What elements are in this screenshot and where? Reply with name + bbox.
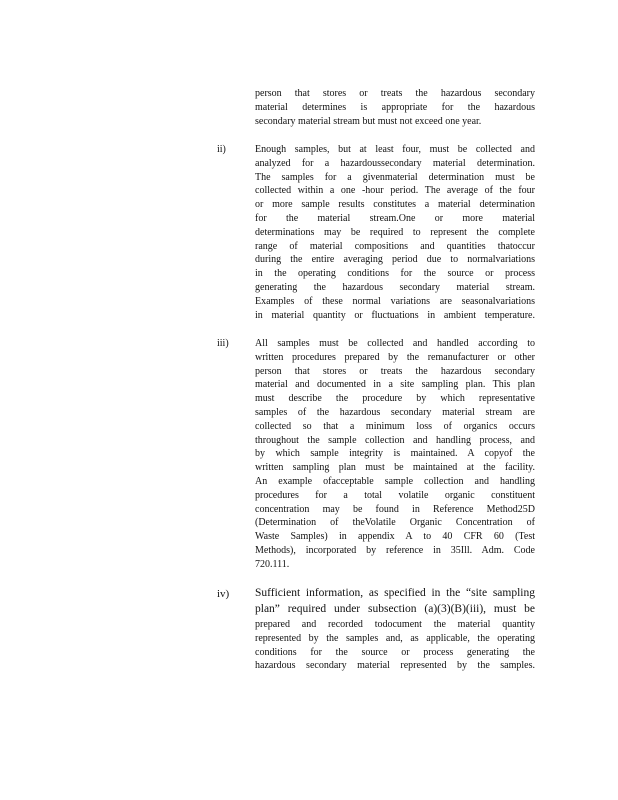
text-line: represented by the samples and, as applicable, the operating xyxy=(255,632,535,644)
text-line: samples of the hazardous secondary material stream are xyxy=(255,406,535,418)
text-line: Methods), incorporated by reference in 35Ill. Adm. Code xyxy=(255,544,535,556)
item-paragraph xyxy=(255,143,535,322)
text-line: An example ofacceptable sample collection and handling xyxy=(255,475,535,487)
text-line: written procedures prepared by the remanufacturer or other xyxy=(255,351,535,363)
text-line: generating the hazardous secondary material stream. xyxy=(255,281,535,293)
item-paragraph-large xyxy=(255,585,535,617)
text-line: All samples must be collected and handled according to xyxy=(255,338,535,349)
item-number: iii) xyxy=(217,338,229,349)
text-line: person that stores or treats the hazardous secondary xyxy=(255,88,535,99)
item-paragraph xyxy=(255,337,535,572)
item-number: iv) xyxy=(217,588,230,600)
text-line: secondary material stream but must not exceed one year. xyxy=(255,115,482,127)
text-line: prepared and recorded todocument the material quantity xyxy=(255,619,535,630)
text-line: Enough samples, but at least four, must be collected and xyxy=(255,144,535,155)
text-line: concentration may be found in Reference Method25D xyxy=(255,503,535,515)
item-paragraph xyxy=(255,618,535,673)
text-line: hazardous secondary material represented by the samples. xyxy=(255,660,535,672)
text-line: by which sample integrity is maintained. A copyof the xyxy=(255,448,535,460)
text-line: in the operating conditions for the source or process xyxy=(255,268,535,280)
text-line: Sufficient information, as specified in the “site sampling xyxy=(255,587,535,599)
text-line: during the entire averaging period due to normalvariations xyxy=(255,254,535,266)
text-line: throughout the sample collection and handling process, and xyxy=(255,434,535,446)
text-line: collected so that a minimum loss of organics occurs xyxy=(255,420,535,432)
text-line: for the material stream.One or more material xyxy=(255,212,535,224)
text-line: The samples for a givenmaterial determination must be xyxy=(255,171,535,183)
text-line: conditions for the source or process generating the xyxy=(255,646,535,658)
text-line: must describe the procedure by which representative xyxy=(255,393,535,405)
text-line: procedures for a total volatile organic constituent xyxy=(255,489,535,501)
text-line: material determines is appropriate for the hazardous xyxy=(255,101,535,113)
text-line: Examples of these normal variations are seasonalvariations xyxy=(255,295,535,307)
text-line: written sampling plan must be maintained at the facility. xyxy=(255,462,535,474)
text-line: Waste Samples) in appendix A to 40 CFR 60 (Test xyxy=(255,531,535,543)
text-line: material and documented in a site sampling plan. This plan xyxy=(255,379,535,391)
text-line: analyzed for a hazardoussecondary material determination. xyxy=(255,157,535,169)
text-line: collected within a one -hour period. The average of the four xyxy=(255,185,535,197)
text-line: person that stores or treats the hazardous secondary xyxy=(255,365,535,377)
text-line: in material quantity or fluctuations in ambient temperature. xyxy=(255,309,535,321)
text-line: (Determination of theVolatile Organic Concentration of xyxy=(255,517,535,529)
text-line: range of material compositions and quantities thatoccur xyxy=(255,240,535,252)
text-line: 720.111. xyxy=(255,558,290,570)
item-number: ii) xyxy=(217,144,226,155)
continuation-paragraph xyxy=(255,87,535,128)
text-line: or more sample results constitutes a material determination xyxy=(255,199,535,211)
text-line: determinations may be required to represent the complete xyxy=(255,226,535,238)
text-line: plan” required under subsection (a)(3)(B)(iii), must be xyxy=(255,603,535,615)
